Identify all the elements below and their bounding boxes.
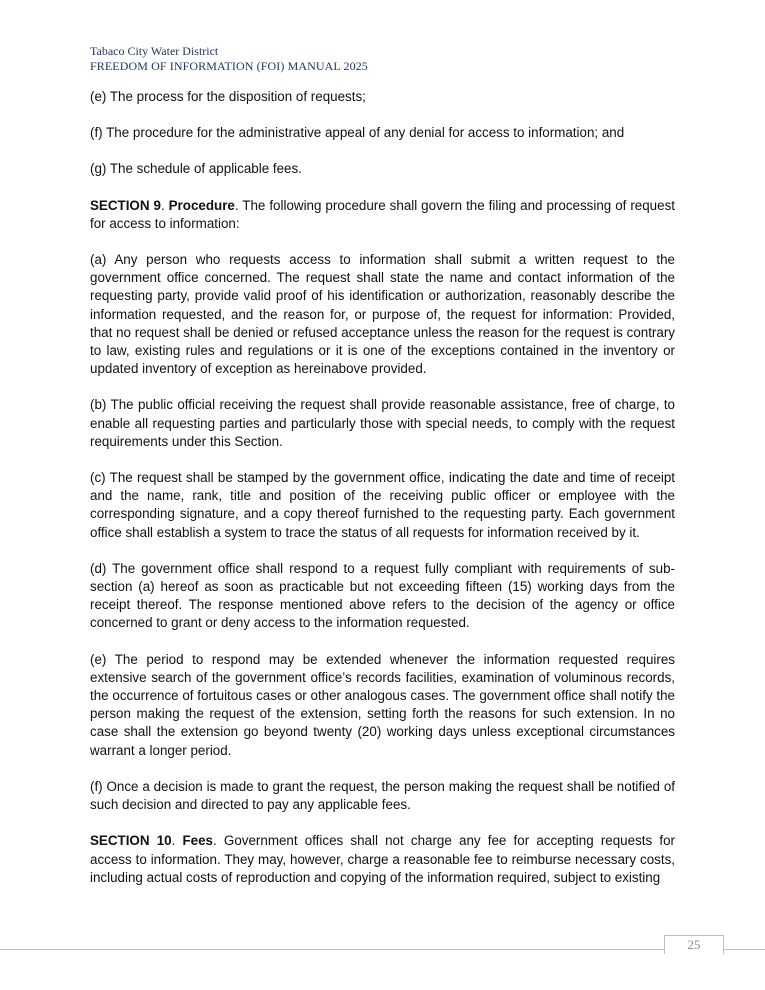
section-10-number: SECTION 10 (90, 833, 172, 849)
header-manual-title: FREEDOM OF INFORMATION (FOI) MANUAL 2025 (90, 59, 368, 73)
list-item-g: (g) The schedule of applicable fees. (90, 161, 302, 177)
list-item-e: (e) The process for the disposition of requests; (90, 89, 366, 104)
section-10-text: . Government offices shall not charge any fee for accepting requests for access to information. They may, however, charge a reasonable fee to reimburse necessary costs, including actual costs of reproduction and copying of the information required, subject to existing (90, 833, 675, 885)
document-body (90, 88, 675, 887)
section-9-paragraph: SECTION 9. Procedure. The following procedure shall govern the filing and processing of request for access to information: (90, 197, 675, 231)
paragraph-a: (a) Any person who requests access to information shall submit a written request to the government office concerned. The request shall state the name and contact information of the requesting party, provide valid proof of his identification or authorization, reasonably describe the information requested, and the reason for, or purpose of, the request for information: Provided, that no request shall be denied or refused acceptance unless the reason for the request is contrary to law, existing rules and regulations or it is one of the exceptions contained in the inventory or updated inventory of exception as hereinabove provided. (90, 252, 675, 377)
paragraph-b: (b) The public official receiving the request shall provide reasonable assistance, free of charge, to enable all requesting parties and particularly those with special needs, to comply with the request requirements under this Section. (90, 397, 675, 449)
paragraph-d: (d) The government office shall respond to a request fully compliant with requirements of sub-section (a) hereof as soon as practicable but not exceeding fifteen (15) working days from the receipt thereof. The response mentioned above refers to the decision of the agency or office concerned to grant or deny access to the information requested. (90, 560, 675, 631)
footer-rule (0, 949, 765, 950)
section-9-title: Procedure (168, 197, 235, 213)
paragraph-f: (f) Once a decision is made to grant the request, the person making the request shall be notified of such decision and directed to pay any applicable fees. (90, 778, 675, 813)
paragraph-e: (e) The period to respond may be extended whenever the information requested requires extensive search of the government office’s records facilities, examination of voluminous records, the occurrence of fortuitous cases or other analogous cases. The government office shall notify the person making the request of the extension, setting forth the reasons for such extension. In no case shall the extension go beyond twenty (20) working days unless exceptional circumstances warrant a longer period. (90, 651, 675, 758)
section-10-title: Fees (182, 833, 214, 849)
document-header (90, 44, 368, 74)
page-number: 25 (664, 935, 724, 954)
section-9-text: . The following procedure shall govern the filing and processing of request for access to information: (90, 197, 675, 231)
section-9-number: SECTION 9 (90, 197, 161, 213)
section-10-paragraph: SECTION 10. Fees. Government offices shall not charge any fee for accepting requests for access to information. They may, however, charge a reasonable fee to reimburse necessary costs, including actual costs of reproduction and copying of the information required, subject to existing (90, 833, 675, 885)
paragraph-c: (c) The request shall be stamped by the government office, indicating the date and time of receipt and the name, rank, title and position of the receiving public officer or employee with the corresponding signature, and a copy thereof furnished to the requesting party. Each government office shall establish a system to trace the status of all requests for information received by it. (90, 470, 675, 540)
header-org-name: Tabaco City Water District (90, 44, 219, 58)
list-item-f: (f) The procedure for the administrative appeal of any denial for access to information; and (90, 125, 625, 141)
